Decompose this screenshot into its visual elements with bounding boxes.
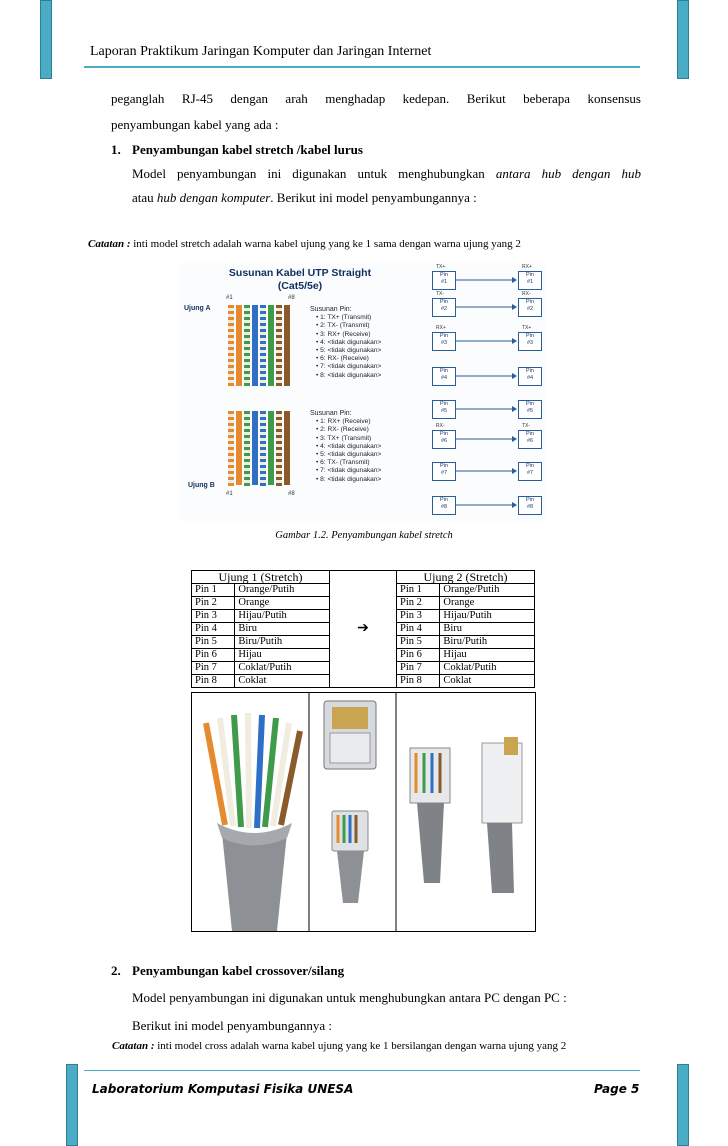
wire-stripe xyxy=(260,417,266,420)
right-header: Ujung 2 (Stretch) xyxy=(396,571,534,584)
wire-stripe xyxy=(276,365,282,368)
left-pin-cell: Pin 2 xyxy=(192,597,235,610)
wire-stripe xyxy=(244,453,250,456)
pin-box-label: Pin xyxy=(526,333,534,339)
wire-stripe xyxy=(244,411,250,414)
pin-box-number: #3 xyxy=(440,340,448,346)
wire-stripe xyxy=(244,417,250,420)
pin-arrow-head xyxy=(512,468,517,474)
wire-stripe xyxy=(244,477,250,480)
wire-stripe xyxy=(260,359,266,362)
right-pin-cell: Pin 7 xyxy=(396,662,439,675)
right-color-cell: Orange/Putih xyxy=(440,584,535,597)
left-color-cell: Hijau xyxy=(235,649,330,662)
wire-stripe xyxy=(244,429,250,432)
left-pin-cell: Pin 6 xyxy=(192,649,235,662)
wire-stripe xyxy=(228,465,234,468)
wire-b-8 xyxy=(284,411,290,485)
wire-a-2 xyxy=(236,305,242,386)
note-2 xyxy=(112,1040,566,1052)
pin-box-number: #8 xyxy=(440,504,448,510)
wire-stripe xyxy=(260,317,266,320)
wire-stripe xyxy=(244,447,250,450)
pin-box-label: Pin xyxy=(440,368,448,374)
right-pin-box-2 xyxy=(518,298,542,317)
left-pin-cell: Pin 1 xyxy=(192,584,235,597)
wire-stripe xyxy=(228,429,234,432)
left-color-cell: Coklat xyxy=(235,675,330,688)
note-2-text: inti model cross adalah warna kabel ujung yang ke 1 bersilangan dengan warna ujung yang 2 xyxy=(154,1040,567,1052)
pin-table xyxy=(191,570,535,688)
wire-stripe xyxy=(276,317,282,320)
pin-box-label: Pin xyxy=(526,431,534,437)
section-1-line-1 xyxy=(132,164,641,184)
pin-arrow-head xyxy=(512,373,517,379)
left-color-cell: Hijau/Putih xyxy=(235,610,330,623)
right-pin-signal: TX+ xyxy=(522,325,532,331)
wire-stripe xyxy=(260,441,266,444)
left-pin-signal: TX- xyxy=(436,291,445,297)
section-2-title: Penyambungan kabel crossover/silang xyxy=(132,963,345,978)
pin-box-label: Pin xyxy=(440,463,448,469)
figure-title-line-1: Susunan Kabel UTP Straight xyxy=(228,267,372,279)
pin-arrow-head xyxy=(512,304,517,310)
left-color-cell: Orange xyxy=(235,597,330,610)
wire-stripe xyxy=(244,335,250,338)
wire-stripe xyxy=(228,417,234,420)
pinlist-a-items xyxy=(310,314,381,380)
left-pin-cell: Pin 8 xyxy=(192,675,235,688)
pin-box-number: #3 xyxy=(526,340,534,346)
wire-stripe xyxy=(228,359,234,362)
wire-stripe xyxy=(276,353,282,356)
left-pin-signal: RX- xyxy=(436,423,445,429)
wire-stripe xyxy=(260,323,266,326)
wire-stripe xyxy=(276,435,282,438)
pin-box-number: #8 xyxy=(526,504,534,510)
pin-box-label: Pin xyxy=(526,401,534,407)
section-1-number: 1. xyxy=(111,142,121,157)
left-pin-box-6 xyxy=(432,430,456,449)
left-top-bar xyxy=(40,0,52,79)
wire-stripe xyxy=(244,341,250,344)
section-1-line-2-prefix: atau xyxy=(132,190,157,205)
section-2-number: 2. xyxy=(111,963,121,978)
pin-1-marker-b: #1 xyxy=(226,491,233,497)
right-pin-box-1 xyxy=(518,271,542,290)
wire-stripe xyxy=(244,353,250,356)
wire-stripe xyxy=(260,477,266,480)
pinlist-b-item: • 1: RX+ (Receive) xyxy=(316,418,371,426)
right-pin-signal: RX- xyxy=(522,291,531,297)
pinlist-a-item: • 6: RX- (Receive) xyxy=(316,355,369,363)
wire-stripe xyxy=(276,311,282,314)
left-pin-cell: Pin 3 xyxy=(192,610,235,623)
wire-stripe xyxy=(260,423,266,426)
pinlist-b xyxy=(310,410,381,484)
wire-stripe xyxy=(276,465,282,468)
wire-stripe xyxy=(244,377,250,380)
right-pin-box-7 xyxy=(518,462,542,481)
wire-stripe xyxy=(228,353,234,356)
pin-box-number: #2 xyxy=(440,306,448,312)
left-color-cell: Coklat/Putih xyxy=(235,662,330,675)
right-pin-cell: Pin 3 xyxy=(396,610,439,623)
wire-stripe xyxy=(260,383,266,386)
ujung-a-label: Ujung A xyxy=(184,305,211,312)
wire-stripe xyxy=(260,459,266,462)
wire-stripe xyxy=(260,347,266,350)
wire-stripe xyxy=(276,335,282,338)
wire-stripe xyxy=(228,311,234,314)
wire-stripe xyxy=(244,323,250,326)
right-bottom-bar xyxy=(677,1064,689,1146)
wire-stripe xyxy=(228,411,234,414)
right-pin-box-4 xyxy=(518,367,542,386)
section-1-line-1-italic: antara hub dengan hub xyxy=(495,166,641,181)
pin-box-label: Pin xyxy=(526,368,534,374)
left-color-cell: Biru xyxy=(235,623,330,636)
right-color-cell: Biru/Putih xyxy=(440,636,535,649)
wire-stripe xyxy=(244,359,250,362)
section-1-line-2 xyxy=(132,188,477,208)
section-2-line-2: Berikut ini model penyambungannya : xyxy=(132,1018,333,1033)
left-bottom-bar xyxy=(66,1064,78,1146)
wire-stripe xyxy=(244,311,250,314)
wire-stripe xyxy=(228,477,234,480)
wire-a-6 xyxy=(268,305,274,386)
wire-stripe xyxy=(260,447,266,450)
left-pin-signal: TX+ xyxy=(436,264,446,270)
left-header: Ujung 1 (Stretch) xyxy=(192,571,330,584)
wire-stripe xyxy=(228,383,234,386)
wire-stripe xyxy=(276,347,282,350)
wire-stripe xyxy=(276,477,282,480)
left-pin-cell: Pin 4 xyxy=(192,623,235,636)
wire-stripe xyxy=(228,371,234,374)
pinlist-a-item: • 4: <tidak digunakan> xyxy=(316,338,382,346)
note-2-label: Catatan : xyxy=(112,1040,155,1052)
pin-box-label: Pin xyxy=(440,497,448,503)
wire-stripe xyxy=(244,371,250,374)
wire-stripe xyxy=(276,371,282,374)
pinlist-a-header: Susunan Pin: xyxy=(310,306,352,313)
wire-stripe xyxy=(276,447,282,450)
wire-stripe xyxy=(228,347,234,350)
pin-box-number: #1 xyxy=(440,279,448,285)
left-pin-box-4 xyxy=(432,367,456,386)
wire-stripe xyxy=(244,423,250,426)
section-1-title: Penyambungan kabel stretch /kabel lurus xyxy=(132,142,363,157)
pinlist-a-item: • 2: TX- (Transmit) xyxy=(316,322,370,330)
pin-box-number: #6 xyxy=(440,438,448,444)
wire-stripe xyxy=(228,341,234,344)
wire-b-6 xyxy=(268,411,274,485)
pin-box-label: Pin xyxy=(526,272,534,278)
pin-box-label: Pin xyxy=(526,497,534,503)
wire-stripe xyxy=(228,317,234,320)
pin-arrow-head xyxy=(512,338,517,344)
section-2-line-1: Model penyambungan ini digunakan untuk menghubungkan antara PC dengan PC : xyxy=(132,990,567,1005)
pinlist-a-item: • 5: <tidak digunakan> xyxy=(316,347,382,355)
header-rule xyxy=(84,66,640,68)
pinlist-a xyxy=(310,306,381,380)
wire-stripe xyxy=(228,335,234,338)
pinlist-a-item: • 8: <tidak digunakan> xyxy=(316,371,382,379)
wire-stripe xyxy=(228,441,234,444)
wire-stripe xyxy=(244,365,250,368)
wire-stripe xyxy=(276,323,282,326)
wire-stripe xyxy=(244,305,250,308)
wire-stripe xyxy=(260,429,266,432)
wire-stripe xyxy=(260,483,266,486)
wire-stripe xyxy=(244,383,250,386)
right-pin-box-8 xyxy=(518,496,542,515)
pinlist-b-item: • 2: RX- (Receive) xyxy=(316,426,369,434)
figure-caption: Gambar 1.2. Penyambungan kabel stretch xyxy=(275,530,453,541)
note-1 xyxy=(88,238,521,250)
pinlist-b-item: • 6: TX- (Transmit) xyxy=(316,459,370,467)
wire-stripe xyxy=(260,329,266,332)
wire-stripe xyxy=(260,341,266,344)
pin-box-number: #5 xyxy=(526,408,534,414)
pinlist-b-header: Susunan Pin: xyxy=(310,410,352,417)
pinlist-a-item: • 3: RX+ (Receive) xyxy=(316,330,371,338)
wire-stripe xyxy=(276,483,282,486)
footer-lab-name: Laboratorium Komputasi Fisika UNESA xyxy=(92,1082,354,1096)
right-pin-signal: RX+ xyxy=(522,264,532,270)
wire-stripe xyxy=(276,417,282,420)
wire-b-2 xyxy=(236,411,242,485)
right-pin-cell: Pin 2 xyxy=(396,597,439,610)
pin-box-number: #7 xyxy=(440,470,448,476)
wire-stripe xyxy=(228,365,234,368)
rj45-connector-photo xyxy=(324,701,376,903)
wire-stripe xyxy=(244,329,250,332)
pin-box-label: Pin xyxy=(440,333,448,339)
wire-stripe xyxy=(244,483,250,486)
pinlist-b-item: • 3: TX+ (Transmit) xyxy=(316,434,372,442)
wire-stripe xyxy=(276,429,282,432)
wire-stripe xyxy=(228,323,234,326)
pin-8-marker-a: #8 xyxy=(288,295,295,301)
pin-table-header-row xyxy=(192,571,535,584)
wire-stripe xyxy=(276,383,282,386)
wire-stripe xyxy=(228,435,234,438)
pinlist-b-item: • 4: <tidak digunakan> xyxy=(316,442,382,450)
note-1-text: inti model stretch adalah warna kabel ujung yang ke 1 sama dengan warna ujung yang 2 xyxy=(130,238,521,250)
right-color-cell: Coklat/Putih xyxy=(440,662,535,675)
pin-box-number: #4 xyxy=(526,375,534,381)
wire-stripe xyxy=(244,465,250,468)
left-pin-box-1 xyxy=(432,271,456,290)
section-1-line-2-italic: hub dengan komputer xyxy=(156,190,271,205)
pin-box-label: Pin xyxy=(440,299,448,305)
pinlist-b-item: • 8: <tidak digunakan> xyxy=(316,475,382,483)
pinlist-b-item: • 7: <tidak digunakan> xyxy=(316,467,382,475)
wire-a-8 xyxy=(284,305,290,386)
wire-stripe xyxy=(276,423,282,426)
connector-photos xyxy=(191,692,536,932)
connector-photos-drawing xyxy=(192,693,535,931)
right-pin-cell: Pin 1 xyxy=(396,584,439,597)
left-pin-signal: RX+ xyxy=(436,325,446,331)
right-color-cell: Coklat xyxy=(440,675,535,688)
pin-box-number: #1 xyxy=(526,279,534,285)
wire-stripe xyxy=(228,329,234,332)
right-pin-signal: TX- xyxy=(522,423,531,429)
right-pin-cell: Pin 4 xyxy=(396,623,439,636)
wire-stripe xyxy=(260,353,266,356)
right-color-cell: Biru xyxy=(440,623,535,636)
wire-stripe xyxy=(260,453,266,456)
figure-title-line-2: (Cat5/5e) xyxy=(277,280,323,292)
right-pin-box-6 xyxy=(518,430,542,449)
left-pin-box-7 xyxy=(432,462,456,481)
footer-rule xyxy=(84,1070,640,1071)
pin-box-label: Pin xyxy=(526,463,534,469)
left-color-cell: Biru/Putih xyxy=(235,636,330,649)
pin-arrow-head xyxy=(512,406,517,412)
pin-box-number: #5 xyxy=(440,408,448,414)
wire-stripe xyxy=(260,335,266,338)
right-pin-box-3 xyxy=(518,332,542,351)
wire-stripe xyxy=(260,471,266,474)
pin-arrow-head xyxy=(512,436,517,442)
pinlist-a-item: • 7: <tidak digunakan> xyxy=(316,363,382,371)
cable-wires-photo xyxy=(206,713,300,931)
left-pin-box-5 xyxy=(432,400,456,419)
intro-line-2: penyambungan kabel yang ada : xyxy=(111,117,279,132)
right-color-cell: Orange xyxy=(440,597,535,610)
footer-page-number: Page 5 xyxy=(594,1082,640,1096)
left-pin-box-2 xyxy=(432,298,456,317)
wire-stripe xyxy=(260,311,266,314)
pin-box-number: #2 xyxy=(526,306,534,312)
pinlist-b-items xyxy=(310,418,381,484)
wire-stripe xyxy=(260,435,266,438)
wire-stripe xyxy=(244,435,250,438)
wire-stripe xyxy=(276,441,282,444)
wire-stripe xyxy=(276,377,282,380)
wire-stripe xyxy=(228,471,234,474)
right-top-bar xyxy=(677,0,689,79)
wire-stripe xyxy=(244,441,250,444)
wire-b-4 xyxy=(252,411,258,485)
pin-box-label: Pin xyxy=(440,431,448,437)
utp-straight-figure xyxy=(180,263,546,521)
pin-box-label: Pin xyxy=(440,272,448,278)
intro-line-1: peganglah RJ-45 dengan arah menghadap kedepan. Berikut beberapa konsensus xyxy=(111,91,641,106)
wire-stripe xyxy=(228,483,234,486)
left-pin-box-8 xyxy=(432,496,456,515)
right-pin-cell: Pin 5 xyxy=(396,636,439,649)
wire-stripe xyxy=(276,341,282,344)
wire-stripe xyxy=(244,471,250,474)
wire-stripe xyxy=(228,453,234,456)
wire-stripe xyxy=(276,411,282,414)
wire-stripe xyxy=(260,305,266,308)
note-1-label: Catatan : xyxy=(88,238,131,250)
wire-stripe xyxy=(276,471,282,474)
right-pin-cell: Pin 6 xyxy=(396,649,439,662)
wire-stripe xyxy=(260,465,266,468)
wire-stripe xyxy=(276,359,282,362)
wire-stripe xyxy=(228,377,234,380)
pin-box-label: Pin xyxy=(526,299,534,305)
left-color-cell: Orange/Putih xyxy=(235,584,330,597)
wire-stripe xyxy=(244,459,250,462)
wire-stripe xyxy=(276,459,282,462)
wire-stripe xyxy=(260,411,266,414)
left-pin-cell: Pin 7 xyxy=(192,662,235,675)
pinlist-a-item: • 1: TX+ (Transmit) xyxy=(316,314,372,322)
pin-box-number: #7 xyxy=(526,470,534,476)
pin-arrow-head xyxy=(512,277,517,283)
left-pin-box-3 xyxy=(432,332,456,351)
right-color-cell: Hijau/Putih xyxy=(440,610,535,623)
ujung-b-label: Ujung B xyxy=(188,482,215,489)
section-1-line-1-text: Model penyambungan ini digunakan untuk menghubungkan xyxy=(132,166,496,181)
right-color-cell: Hijau xyxy=(440,649,535,662)
wire-a-4 xyxy=(252,305,258,386)
wire-stripe xyxy=(276,453,282,456)
wire-stripe xyxy=(244,317,250,320)
wire-stripe xyxy=(228,447,234,450)
wire-stripe xyxy=(260,371,266,374)
header-title: Laporan Praktikum Jaringan Komputer dan Jaringan Internet xyxy=(90,44,432,59)
pin-box-label: Pin xyxy=(440,401,448,407)
wire-stripe xyxy=(228,305,234,308)
right-pin-box-5 xyxy=(518,400,542,419)
pinlist-b-item: • 5: <tidak digunakan> xyxy=(316,451,382,459)
wire-stripe xyxy=(260,377,266,380)
pin-1-marker-a: #1 xyxy=(226,295,233,301)
wire-stripe xyxy=(228,459,234,462)
wire-stripe xyxy=(228,423,234,426)
wire-stripe xyxy=(276,329,282,332)
left-pin-cell: Pin 5 xyxy=(192,636,235,649)
pin-box-number: #4 xyxy=(440,375,448,381)
wire-stripe xyxy=(244,347,250,350)
pin-box-number: #6 xyxy=(526,438,534,444)
right-pin-cell: Pin 8 xyxy=(396,675,439,688)
section-1-line-2-suffix: . Berikut ini model penyambungannya : xyxy=(270,190,477,205)
wire-stripe xyxy=(260,365,266,368)
pin-8-marker-b: #8 xyxy=(288,491,295,497)
crimped-connector-photo xyxy=(410,737,522,893)
wire-stripe xyxy=(276,305,282,308)
table-arrow-icon: ➔ xyxy=(329,571,396,688)
pin-arrow-head xyxy=(512,502,517,508)
